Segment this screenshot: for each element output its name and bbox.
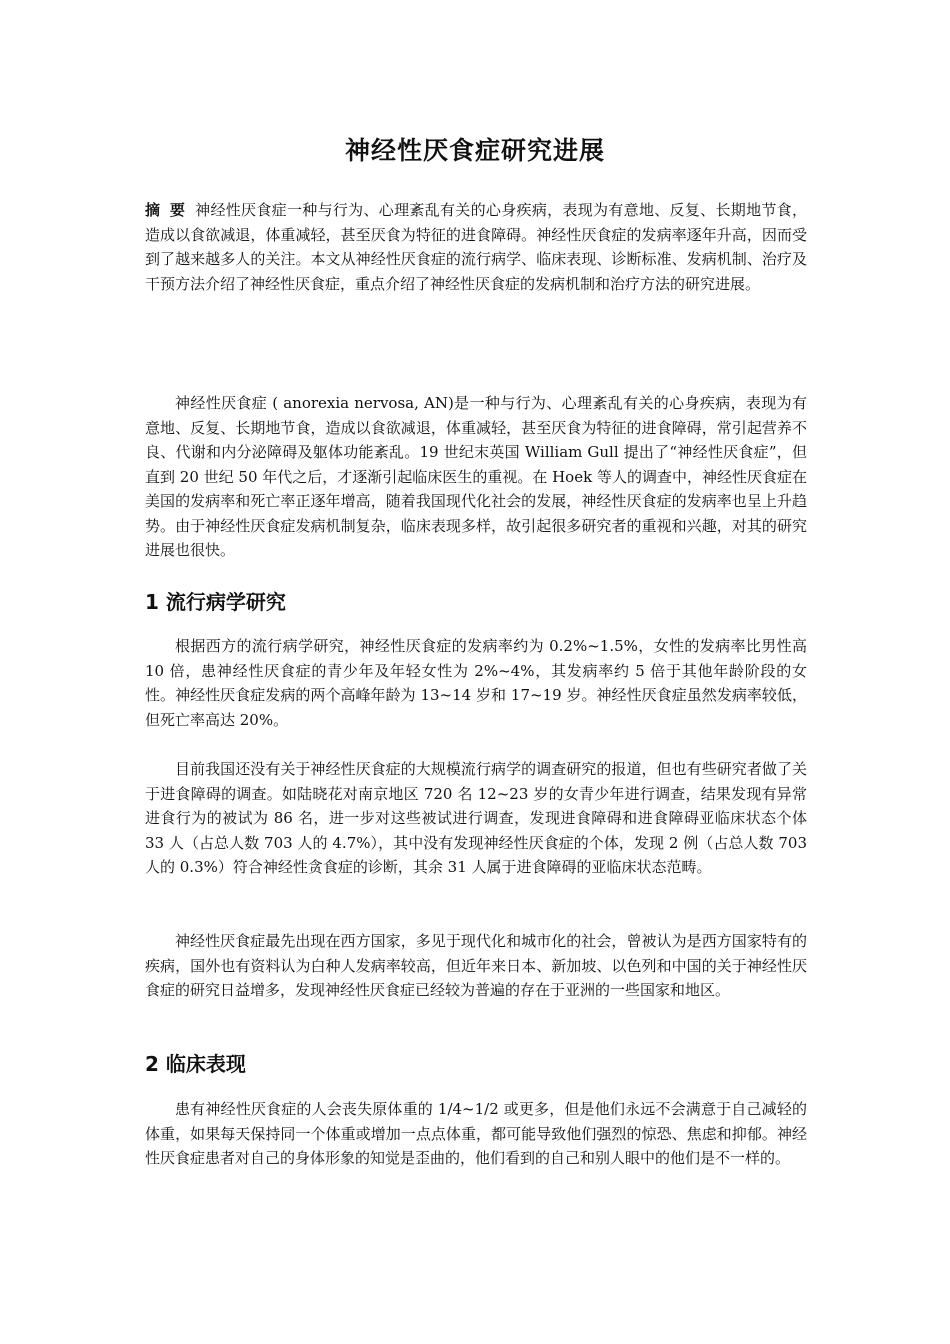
section1-paragraph-2: 目前我国还没有关于神经性厌食症的大规模流行病学的调查研究的报道，但也有些研究者做了关于进食障碍的调查。如陆晓花对南京地区 720 名 12~23 岁的女青少年进行调查，结果发现有异常进食行为的被试为 86 名，进一步对这些被试进行调查，发现进食障碍和进食障碍亚临床状态个体 33 人（占总人数 703 人的 4.7%），其中没有发现神经性厌食症的个体，发现 2 例（占总人数 703 人的 0.3%）符合神经性贪食症的诊断，其余 31 人属于进食障碍的亚临床状态范畴。: [145, 760, 807, 876]
abstract-label: 摘 要: [145, 201, 188, 219]
section1-paragraph-1: 根据西方的流行病学研究，神经性厌食症的发病率约为 0.2%~1.5%，女性的发病率比男性高 10 倍，患神经性厌食症的青少年及年轻女性为 2%~4%，其发病率约 5 倍于其他年龄阶段的女性。神经性厌食症发病的两个高峰年龄为 13~14 岁和 17~19 岁。神经性厌食症虽然发病率较低，但死亡率高达 20%。: [145, 637, 807, 729]
intro-paragraph: 神经性厌食症 ( anorexia nervosa, AN)是一种与行为、心理紊乱有关的心身疾病，表现为有意地、反复、长期地节食，造成以食欲减退，体重减轻，甚至厌食为特征的进食障碍，常引起营养不良、代谢和内分泌障碍及躯体功能紊乱。19 世纪末英国 William Gull 提出了“神经性厌食症”，但直到 20 世纪 50 年代之后，才逐渐引起临床医生的重视。在 Hoek 等人的调查中，神经性厌食症在美国的发病率和死亡率正逐年增高，随着我国现代化社会的发展，神经性厌食症的发病率也呈上升趋势。由于神经性厌食症发病机制复杂，临床表现多样，故引起很多研究者的重视和兴趣，对其的研究进展也很快。: [145, 394, 807, 559]
section-heading-clinical: 2 临床表现: [145, 1052, 246, 1076]
section-heading-epidemiology: 1 流行病学研究: [145, 590, 286, 614]
abstract-text: 神经性厌食症一种与行为、心理紊乱有关的心身疾病，表现为有意地、反复、长期地节食，造成以食欲减退，体重减轻，甚至厌食为特征的进食障碍。神经性厌食症的发病率逐年升高，因而受到了越来越多人的关注。本文从神经性厌食症的流行病学、临床表现、诊断标准、发病机制、治疗及干预方法介绍了神经性厌食症，重点介绍了神经性厌食症的发病机制和治疗方法的研究进展。: [145, 201, 807, 293]
section1-paragraph-3: 神经性厌食症最先出现在西方国家，多见于现代化和城市化的社会，曾被认为是西方国家特有的疾病，国外也有资料认为白种人发病率较高，但近年来日本、新加坡、以色列和中国的关于神经性厌食症的研究日益增多，发现神经性厌食症已经较为普遍的存在于亚洲的一些国家和地区。: [145, 932, 807, 999]
section2-paragraph-1: 患有神经性厌食症的人会丧失原体重的 1/4~1/2 或更多，但是他们永远不会满意于自己减轻的体重，如果每天保持同一个体重或增加一点点体重，都可能导致他们强烈的惊恐、焦虑和抑郁。神经性厌食症患者对自己的身体形象的知觉是歪曲的，他们看到的自己和别人眼中的他们是不一样的。: [145, 1100, 807, 1167]
abstract: [145, 198, 807, 296]
document-title: 神经性厌食症研究进展: [344, 136, 605, 165]
